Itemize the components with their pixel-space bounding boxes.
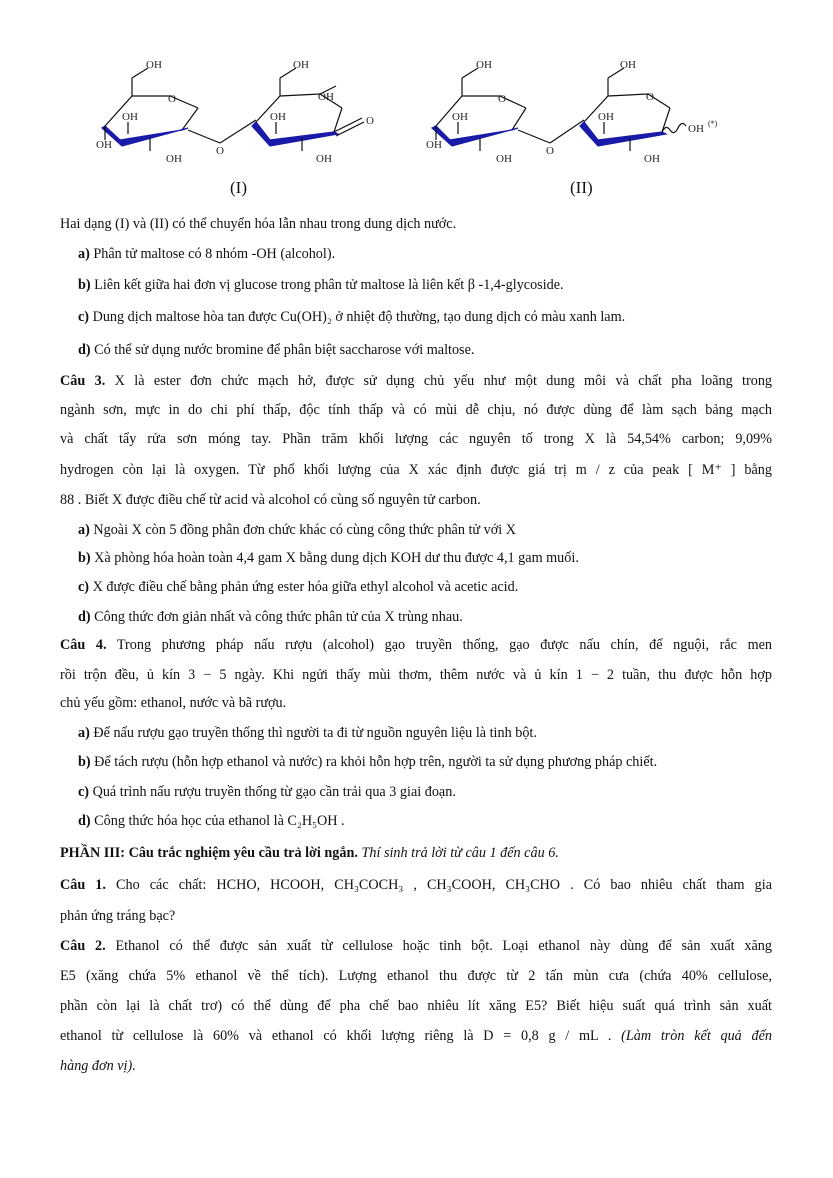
svg-text:OH: OH [293,59,309,71]
q3-item-a: a) Ngoài X còn 5 đồng phân đơn chức khác có cùng công thức phân tử với X [78,522,516,538]
svg-text:O: O [216,145,224,157]
svg-text:OH: OH [318,91,334,103]
maltose-structures-figure [80,48,740,208]
svg-text:OH: OH [122,111,138,123]
maltose-structure-i-labels [96,59,374,197]
maltose-structure-i [102,68,364,151]
svg-text:OH: OH [96,139,112,151]
q3-line-4: hydrogen còn lại là oxygen. Từ phổ khối lượng của X xác định được giá trị m / z của peak [ M⁺ ] bằng [60,462,772,478]
q4-line-1: Câu 4. Trong phương pháp nấu rượu (alcohol) gạo truyền thống, gạo được nấu chín, để nguội, rắc men [60,637,772,653]
q2-item-d: d) Có thể sử dụng nước bromine để phân biệt saccharose với maltose. [78,342,475,358]
p3-q1-line-1: Câu 1. Cho các chất: HCHO, HCOOH, CH₃COCH₃ , CH₃COOH, CH₃CHO . Có bao nhiêu chất tham gia [60,877,773,893]
svg-text:OH: OH [598,111,614,123]
svg-text:OH: OH [316,153,332,165]
svg-text:OH: OH [644,153,660,165]
svg-text:OH: OH [166,153,182,165]
part3-heading: PHẦN III: Câu trắc nghiệm yêu cầu trả lời ngắn. Thí sinh trả lời từ câu 1 đến câu 6. [60,845,559,861]
q3-line-3: và chất tẩy rửa sơn móng tay. Phần trăm khối lượng các nguyên tố trong X là 54,54% carbon; 9,09% [60,431,772,447]
caption-ii: (II) [570,178,593,197]
svg-text:OH: OH [426,139,442,151]
svg-text:O: O [366,115,374,127]
svg-text:OH: OH [688,123,704,135]
svg-text:O: O [168,93,176,105]
q4-item-a: a) Để nấu rượu gạo truyền thống thì người ta đi từ nguồn nguyên liệu là tinh bột. [78,725,537,741]
p3-q2-line-2: E5 (xăng chứa 5% ethanol về thể tích). Lượng ethanol thu được từ 2 tấn mùn cưa (chứa 40% cellulose, [60,968,772,984]
svg-text:OH: OH [146,59,162,71]
maltose-structures-svg [80,48,740,208]
q3-line-2: ngành sơn, mực in do chi phí thấp, độc tính thấp và có mùi dễ chịu, nó được dùng để làm sạch bảng mạch [60,402,772,418]
svg-text:OH: OH [452,111,468,123]
p3-q2-line-1: Câu 2. Ethanol có thể được sản xuất từ cellulose hoặc tinh bột. Loại ethanol này dùng để sản xuất xăng [60,938,772,954]
q3-item-c: c) X được điều chế bằng phản ứng ester hóa giữa ethyl alcohol và acetic acid. [78,579,519,595]
p3-q2-line-4: ethanol từ cellulose là 60% và ethanol có khối lượng riêng là D = 0,8 g / mL . (Làm tròn kết quả đến [60,1028,772,1044]
svg-text:(*): (*) [708,119,718,128]
q2-intro: Hai dạng (I) và (II) có thể chuyển hóa lẫn nhau trong dung dịch nước. [60,216,457,232]
q3-item-b: b) Xà phòng hóa hoàn toàn 4,4 gam X bằng dung dịch KOH dư thu được 4,1 gam muối. [78,550,579,566]
svg-text:OH: OH [496,153,512,165]
p3-q2-line-5: hàng đơn vị). [60,1058,136,1074]
q3-line-5: 88 . Biết X được điều chế từ acid và alcohol có cùng số nguyên tử carbon. [60,492,481,508]
q2-item-a: a) Phân tử maltose có 8 nhóm -OH (alcohol). [78,246,336,262]
q4-line-2: rồi trộn đều, ủ kín 3 − 5 ngày. Khi ngửi thấy mùi thơm, thêm nước và ủ kín 1 − 2 tuần, thu được hỗn hợp [60,667,772,683]
maltose-structure-ii [432,68,686,151]
q4-line-3: chủ yếu gồm: ethanol, nước và bã rượu. [60,695,287,711]
q4-item-d: d) Công thức hóa học của ethanol là C₂H₅OH . [78,813,345,829]
q2-item-c: c) Dung dịch maltose hòa tan được Cu(OH)₂ ở nhiệt độ thường, tạo dung dịch có màu xanh lam. [78,309,626,325]
svg-text:O: O [546,145,554,157]
svg-text:O: O [498,93,506,105]
p3-q2-line-3: phần còn lại là chất trơ) có thể dùng để pha chế bao nhiêu lít xăng E5? Biết hiệu suất quá trình sản xuất [60,998,772,1014]
q2-item-b: b) Liên kết giữa hai đơn vị glucose trong phân tử maltose là liên kết β -1,4-glycoside. [78,277,564,293]
q3-line-1: Câu 3. X là ester đơn chức mạch hở, được sử dụng chủ yếu như một dung môi và chất pha loãng trong [60,373,773,389]
p3-q1-line-2: phản ứng tráng bạc? [60,908,176,924]
svg-text:OH: OH [620,59,636,71]
caption-i: (I) [230,178,247,197]
q4-item-b: b) Để tách rượu (hỗn hợp ethanol và nước) ra khỏi hỗn hợp trên, người ta sử dụng phương pháp chiết. [78,754,658,770]
svg-text:O: O [646,91,654,103]
svg-text:OH: OH [476,59,492,71]
q4-item-c: c) Quá trình nấu rượu truyền thống từ gạo cần trải qua 3 giai đoạn. [78,784,456,800]
q3-item-d: d) Công thức đơn giản nhất và công thức phân tử của X trùng nhau. [78,609,463,625]
svg-text:OH: OH [270,111,286,123]
